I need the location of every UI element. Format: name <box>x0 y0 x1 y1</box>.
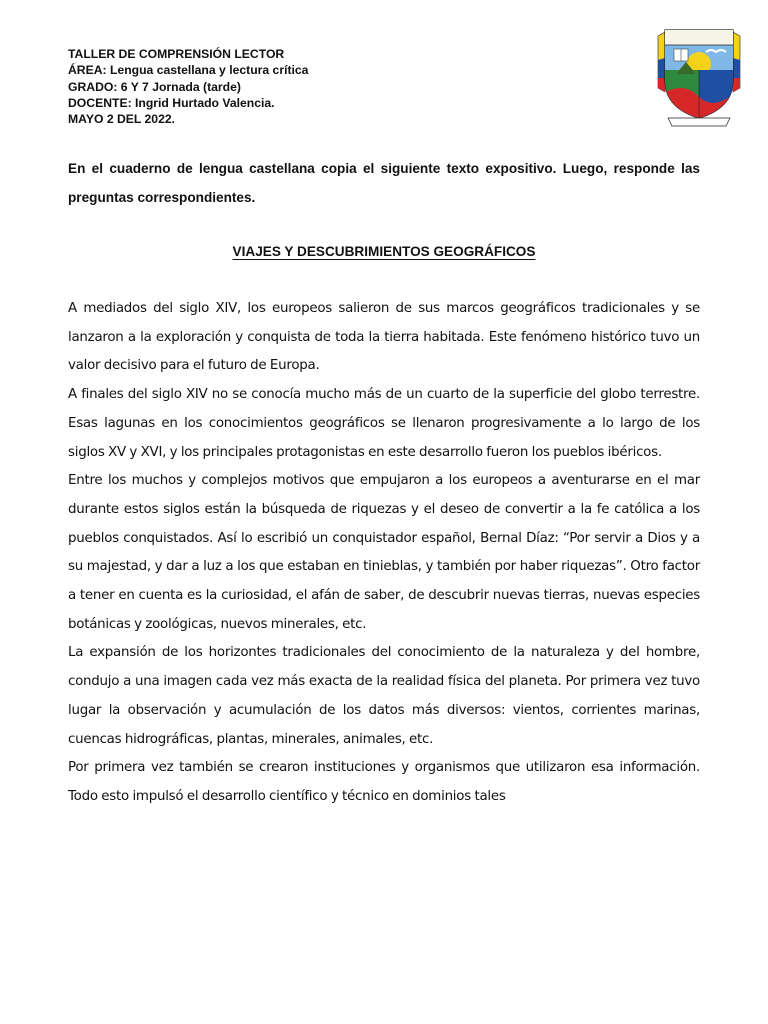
header-grade: GRADO: 6 Y 7 Jornada (tarde) <box>68 79 241 94</box>
instruction-text: En el cuaderno de lengua castellana copia el siguiente texto expositivo. Luego, responde las preguntas correspondientes. <box>68 161 700 205</box>
text-title-label: VIAJES Y DESCUBRIMIENTOS GEOGRÁFICOS <box>232 244 536 259</box>
header-date: MAYO 2 DEL 2022. <box>68 112 176 127</box>
header-area: ÁREA: Lengua castellana y lectura crítica <box>68 63 309 78</box>
paragraph-4: La expansión de los horizontes tradicionales del conocimiento de la naturaleza y del hombre, condujo a una imagen cada vez más exacta de la realidad física del planeta. Por primera vez tuvo lugar la observación y acumulación de los datos más diversos: vientos, corrientes marinas, cuencas hidrográficas, plantas, minerales, animales, etc. <box>68 645 700 747</box>
header-workshop-title: TALLER DE COMPRENSIÓN LECTOR <box>68 47 285 61</box>
expository-text <box>68 295 700 812</box>
paragraph-1: A mediados del siglo XIV, los europeos salieron de sus marcos geográficos tradicionales y se lanzaron a la exploración y conquista de toda la tierra habitada. Este fenómeno histórico tuvo un valor decisivo para el futuro de Europa. <box>68 301 700 374</box>
school-crest-logo <box>656 22 742 130</box>
paragraph-2: A finales del siglo XIV no se conocía mucho más de un cuarto de la superficie del globo terrestre. Esas lagunas en los conocimientos geográficos se llenaron progresivamente a lo largo de los siglos XV y XVI, y los principales protagonistas en este desarrollo fueron los pueblos ibéricos. <box>68 387 700 460</box>
document-header <box>68 46 538 127</box>
header-teacher: DOCENTE: Ingrid Hurtado Valencia. <box>68 95 275 110</box>
paragraph-3: Entre los muchos y complejos motivos que empujaron a los europeos a aventurarse en el mar durante estos siglos están la búsqueda de riquezas y el deseo de convertir a la fe católica a los pueblos conquistados. Así lo escribió un conquistador español, Bernal Díaz: “Por servir a Dios y a su majestad, y dar a luz a los que estaban en tinieblas, y también por haber riquezas”. Otro factor a tener en cuenta es la curiosidad, el afán de saber, de descubrir nuevas tierras, nuevas especies botánicas y zoológicas, nuevos minerales, etc. <box>68 473 700 632</box>
text-title <box>68 241 700 263</box>
paragraph-5: Por primera vez también se crearon instituciones y organismos que utilizaron esa información. Todo esto impulsó el desarrollo científico y técnico en dominios tales <box>68 760 700 804</box>
